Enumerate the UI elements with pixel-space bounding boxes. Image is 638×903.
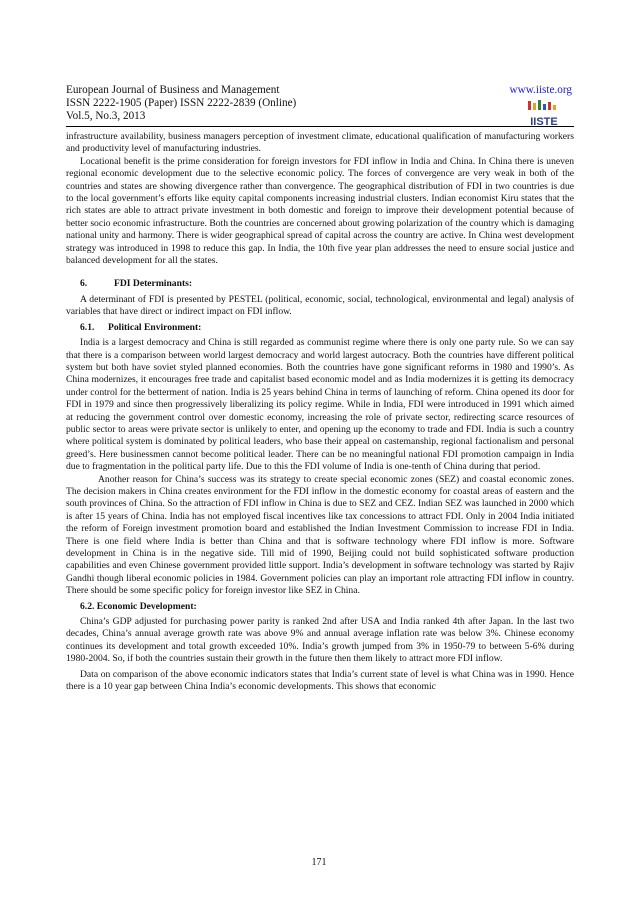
paragraph: China’s GDP adjusted for purchasing power parity is ranked 2nd after USA and India ranked 4th after Japan. In the last two decades, China’s annual average growth rate was above 9% and annual average inflation rate was below 3%. Chinese economy continues its development and total growth exceeded 10%. India’s growth jumped from 3% in 1950-79 to between 5-6% during 1980-2004. So, if both the countries sustain their growth in the future then them likely to attract more FDI inflow. [66,616,574,665]
volume-line: Vol.5, No.3, 2013 [66,110,146,122]
section-heading-6: 6. FDI Determinants: [80,278,193,290]
page-number: 171 [311,857,327,868]
svg-text:IISTE: IISTE [530,116,558,128]
paragraph: Locational benefit is the prime consideration for foreign investors for FDI inflow in India and China. In China there is uneven regional economic development due to the selective economic policy. The forces of convergence are very weak in both of the countries and states are showing divergence rather than convergence. The geographical distribution of FDI in two countries is due to the local government’s efforts like equity capital components increasing industrial clusters. Indian economist Kiru states that the rich states are able to attract private investment in both domestic and foreign to improve their development potential because of better socio economic infrastructure. Both the countries are concerned about growing polarization of the country which is damaging national unity and harmony. There is wider geographical spread of capital across the country are active. In China west development strategy was introduced in 1998 to reduce this gap. In India, the 10th five year plan addresses the need to ensure social justice and balanced development for all the states. [66,155,574,267]
paragraph: Another reason for China’s success was its strategy to create special economic zones (SEZ) and coastal economic zones. The decision makers in China creates environment for the FDI inflow in the domestic economy for coastal areas of eastern and the south provinces of China. So the attraction of FDI inflow in China is due to SEZ and CEZ. Indian SEZ was launched in 2000 which is after 15 years of China. India has not employed fiscal incentives like tax concessions to attract FDI. Only in 2004 India initiated the reform of Foreign investment promotion board and established the Indian Investment Commission to increase FDI in India. There is one field where India is better than China and that is software technology where FDI inflow is more. Software development in China is in the negative side. Till mid of 1990, Beijing could not build sophisticated software production capabilities and even Chinese government provided little support. India’s development in software technology was started by Rajiv Gandhi though liberal economic policies in 1984. Government policies can play an important role attracting FDI inflow in country. There should be some specific policy for foreign investor like SEZ in China. [66,473,574,597]
journal-title: European Journal of Business and Management [66,84,280,96]
section-heading-6-1: 6.1. Political Environment: [80,321,202,333]
section-heading-6-2: 6.2. Economic Development: [80,600,197,612]
article-body [66,131,574,693]
journal-url-link[interactable]: www.iiste.org [509,84,572,96]
paragraph: A determinant of FDI is presented by PESTEL (political, economic, social, technological, environmental and legal) analysis of variables that have direct or indirect impact on FDI inflow. [66,293,574,318]
running-header [66,84,574,128]
paragraph: infrastructure availability, business managers perception of investment climate, educational qualification of manufacturing workers and productivity level of manufacturing industries. [66,131,574,155]
paragraph: India is a largest democracy and China is still regarded as communist regime where there is only one party rule. So we can say that there is a comparison between world largest democracy and world largest autocracy. Both the countries have different political system but both have soviet styled planned economies. Both the countries have gone significant reforms in 1980 and 1990’s. As China modernizes, it encourages free trade and capitalist based economic model and as India modernizes it is getting its democracy under control for the betterment of nation. India is 25 years behind China in terms of launching of reform. China opened its door for FDI in 1979 and since then progressively liberalizing its policy regime. While in India, FDI were introduced in 1991 which aimed at reducing the government control over domestic economy, increasing the role of private sector, redirecting scarce resources of public sector to areas were private sector is unlikely to enter, and opening up the economy to trade and FDI. India is such a country where political system is dominated by political leaders, who base their appeal on castemanship, regional factionalism and personal greed’s. Here businessmen cannot become political leader. There can be no meaningful national FDI promotion campaign in India due to fragmentation in the political party life. Due to this the FDI volume of India is one-tenth of China during that period. [66,337,574,473]
paragraph: Data on comparison of the above economic indicators states that India’s current state of level is what China was in 1990. Hence there is a 10 year gap between China India’s economic developments. This shows that economic [66,668,574,693]
issn-line: ISSN 2222-1905 (Paper) ISSN 2222-2839 (Online) [66,97,297,109]
header-rule [66,126,574,127]
